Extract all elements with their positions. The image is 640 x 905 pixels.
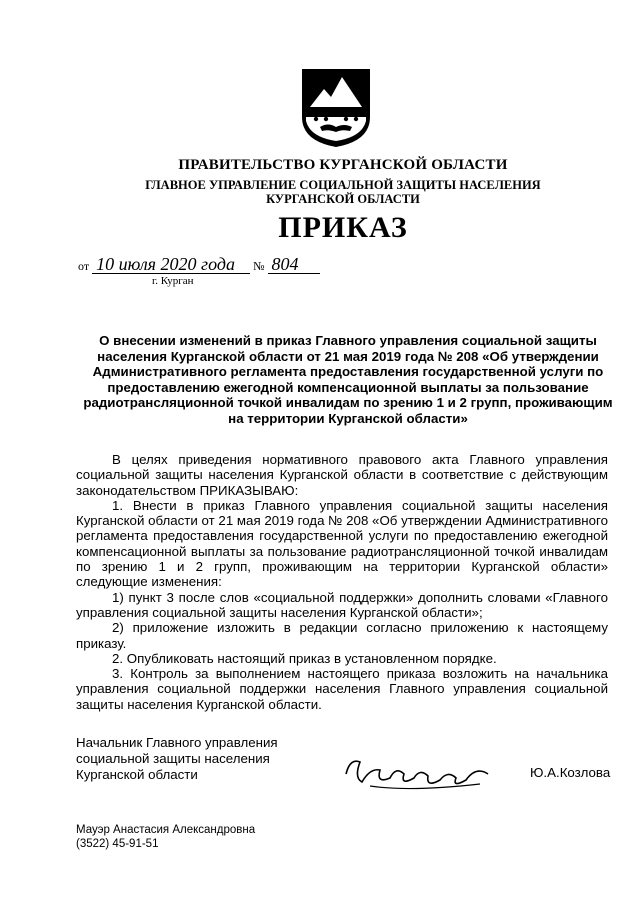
signatory-line: Начальник Главного управления (76, 735, 278, 750)
date-prefix: от (78, 259, 90, 273)
signatory-line: Курганской области (76, 767, 198, 782)
paragraph: 2. Опубликовать настоящий приказ в установленном порядке. (112, 650, 497, 666)
signatory-title (76, 735, 278, 783)
executor-name: Мауэр Анастасия Александровна (76, 824, 256, 836)
signatory-name: Ю.А.Козлова (530, 765, 611, 780)
paragraph: 1. Внести в приказ Главного управления социальной защиты населения Курганской области от 21 мая 2019 года № 208 «Об утверждении Административного регламента предоставления государственной услуги по предоставлению ежегодной компенсационной выплаты за пользование радиотрансляционной точкой инвалидам по зрению 1 и 2 групп, проживающим на территории Курганской области» следующие изменения: (76, 497, 608, 590)
executor-phone: (3522) 45-91-51 (76, 838, 159, 850)
executor-info (76, 823, 255, 851)
handwritten-signature (340, 748, 500, 792)
paragraph: 2) приложение изложить в редакции согласно приложению к настоящему приказу. (76, 620, 608, 651)
date-number-line (78, 255, 320, 274)
department-name-line2: КУРГАНСКОЙ ОБЛАСТИ (266, 192, 420, 206)
department-name-line1: ГЛАВНОЕ УПРАВЛЕНИЕ СОЦИАЛЬНОЙ ЗАЩИТЫ НАСЕЛЕНИЯ (145, 178, 541, 192)
coat-of-arms-icon (298, 67, 374, 149)
document-body (76, 452, 608, 712)
document-type: ПРИКАЗ (278, 211, 408, 244)
city-label: г. Курган (152, 275, 194, 287)
paragraph: В целях приведения нормативного правового акта Главного управления социальной защиты населения Курганской области в соответствие с действующим законодательством ПРИКАЗЫВАЮ: (76, 452, 608, 498)
document-title: О внесении изменений в приказ Главного управления социальной защиты населения Курганской области от 21 мая 2019 года № 208 «Об утверждении Административного регламента предоставления государственной услуги по предоставлению ежегодной компенсационной выплаты за пользование радиотрансляционной точкой инвалидам по зрению 1 и 2 групп, проживающим на территории Курганской области» (83, 333, 613, 426)
signatory-line: социальной защиты населения (76, 751, 270, 766)
paragraph: 1) пункт 3 после слов «социальной поддержки» дополнить словами «Главного управления социальной защиты населения Курганской области»; (76, 589, 608, 620)
document-number: 804 (268, 255, 320, 274)
number-prefix: № (253, 259, 265, 273)
paragraph: 3. Контроль за выполнением настоящего приказа возложить на начальника управления социальной поддержки населения Главного управления социальной защиты населения Курганской области. (76, 666, 608, 712)
government-name: ПРАВИТЕЛЬСТВО КУРГАНСКОЙ ОБЛАСТИ (178, 157, 508, 173)
document-date: 10 июля 2020 года (92, 255, 250, 274)
